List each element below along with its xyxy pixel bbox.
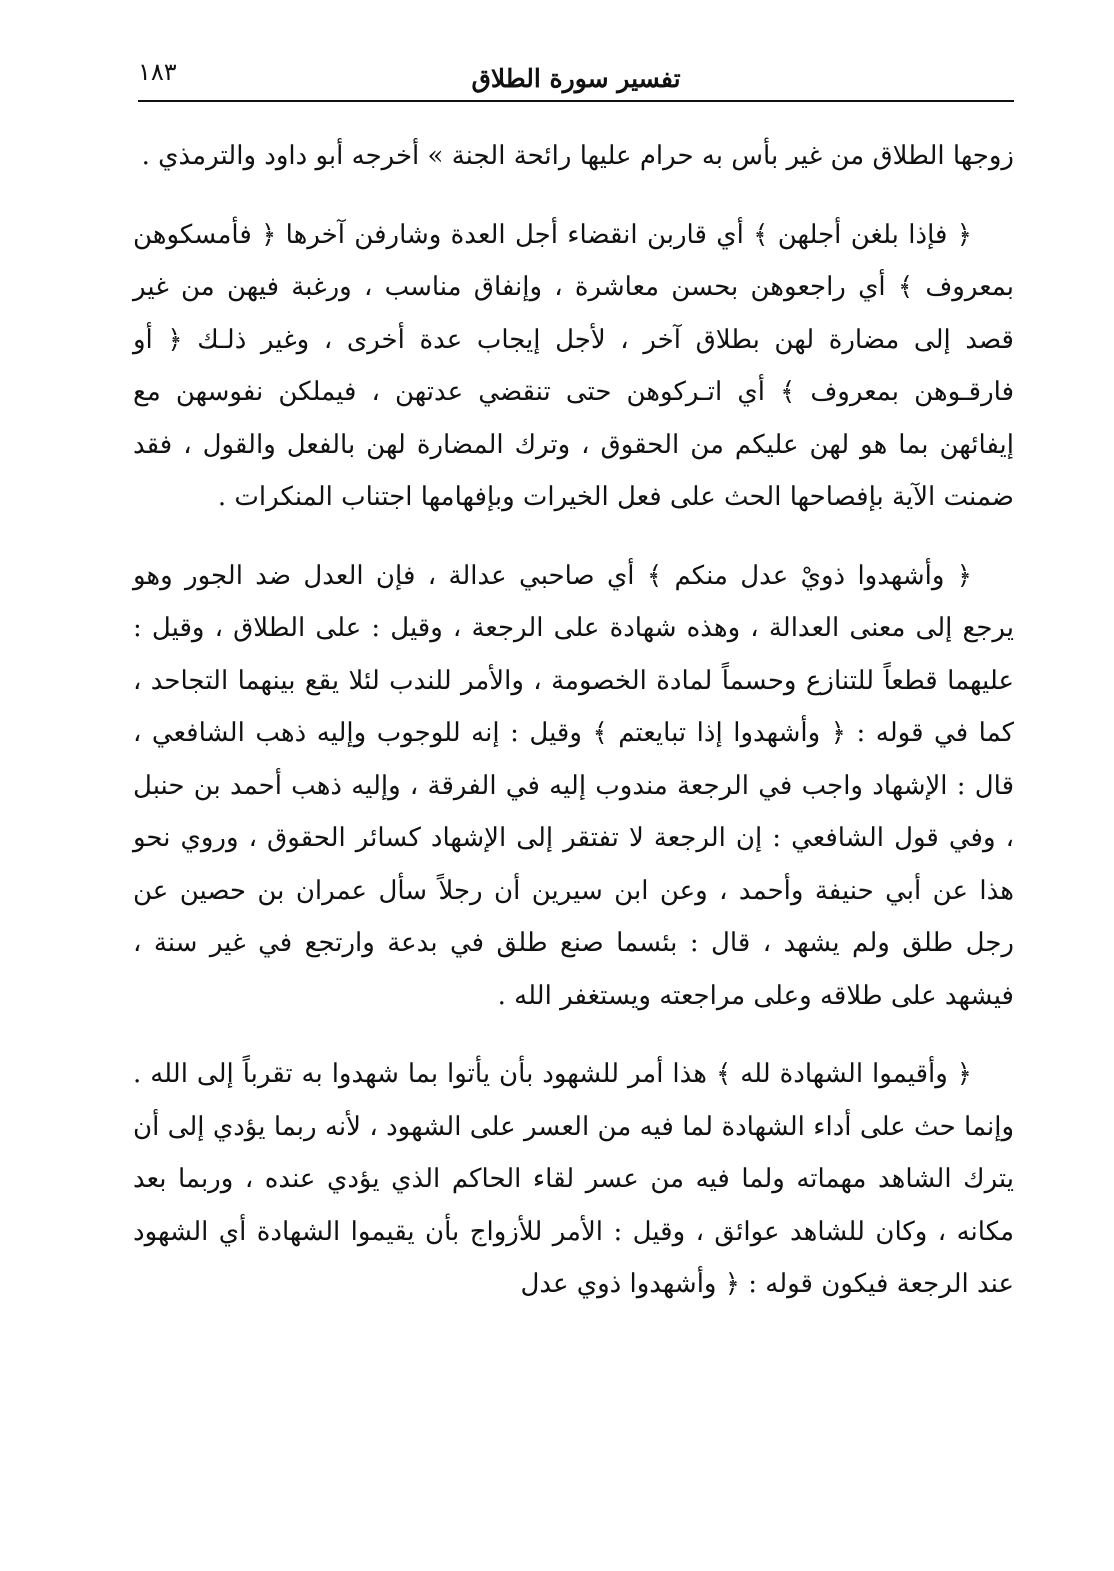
page-number: ١٨٣	[138, 58, 177, 86]
paragraph-continuation: زوجها الطلاق من غير بأس به حرام عليها رائحة الجنة » أخرجه أبو داود والترمذي .	[141, 141, 1014, 171]
header-rule	[138, 100, 1014, 102]
running-title: تفسير سورة الطلاق	[471, 64, 681, 93]
paragraph-falidha-balaghna: ﴿ فإذا بلغن أجلهن ﴾ أي قاربن انقضاء أجل العدة وشارفن آخرها ﴿ فأمسكوهن بمعروف ﴾ أي راجعوهن بحسن معاشرة ، وإنفاق مناسب ، ورغبة فيهن من غير قصد إلى مضارة لهن بطلاق آخر ، لأجل إيجاب عدة أخرى ، وغير ذلـك ﴿ أو فارقـوهن بمعروف ﴾ أي اتـركوهن حتى تنقضي عدتهن ، فيملكن نفوسهن مع إيفائهن بما هو لهن عليكم من الحقوق ، وترك المضارة لهن بالفعل والقول ، فقد ضمنت الآية بإفصاحها الحث على فعل الخيرات وبإفهامها اجتناب المنكرات .	[133, 219, 1014, 512]
paragraph-wa-ashhidu: ﴿ وأشهدوا ذويْ عدل منكم ﴾ أي صاحبي عدالة ، فإن العدل ضد الجور وهو يرجع إلى معنى العدالة ، وهذه شهادة على الرجعة ، وقيل : على الطلاق ، وقيل : عليهما قطعاً للتنازع وحسماً لمادة الخصومة ، والأمر للندب لئلا يقع بينهما التجاحد ، كما في قوله : ﴿ وأشهدوا إذا تبايعتم ﴾ وقيل : إنه للوجوب وإليه ذهب الشافعي ، قال : الإشهاد واجب في الرجعة مندوب إليه في الفرقة ، وإليه ذهب أحمد بن حنبل ، وفي قول الشافعي : إن الرجعة لا تفتقر إلى الإشهاد كسائر الحقوق ، وروي نحو هذا عن أبي حنيفة وأحمد ، وعن ابن سيرين أن رجلاً سأل عمران بن حصين عن رجل طلق ولم يشهد ، قال : بئسما صنع طلق في بدعة وارتجع في غير سنة ، فيشهد على طلاقه وعلى مراجعته ويستغفر الله .	[133, 560, 1014, 1011]
body-text	[133, 130, 1014, 1337]
running-header	[138, 58, 1014, 102]
paragraph-wa-aqimu: ﴿ وأقيموا الشهادة لله ﴾ هذا أمر للشهود بأن يأتوا بما شهدوا به تقرباً إلى الله . وإنما حث على أداء الشهادة لما فيه من العسر على الشهود ، لأنه ربما يؤدي إلى أن يترك الشاهد مهماته ولما فيه من عسر لقاء الحاكم الذي يؤدي عنده ، وربما بعد مكانه ، وكان للشاهد عوائق ، وقيل : الأمر للأزواج بأن يقيموا الشهادة أي الشهود عند الرجعة فيكون قوله : ﴿ وأشهدوا ذوي عدل	[133, 1059, 1014, 1299]
